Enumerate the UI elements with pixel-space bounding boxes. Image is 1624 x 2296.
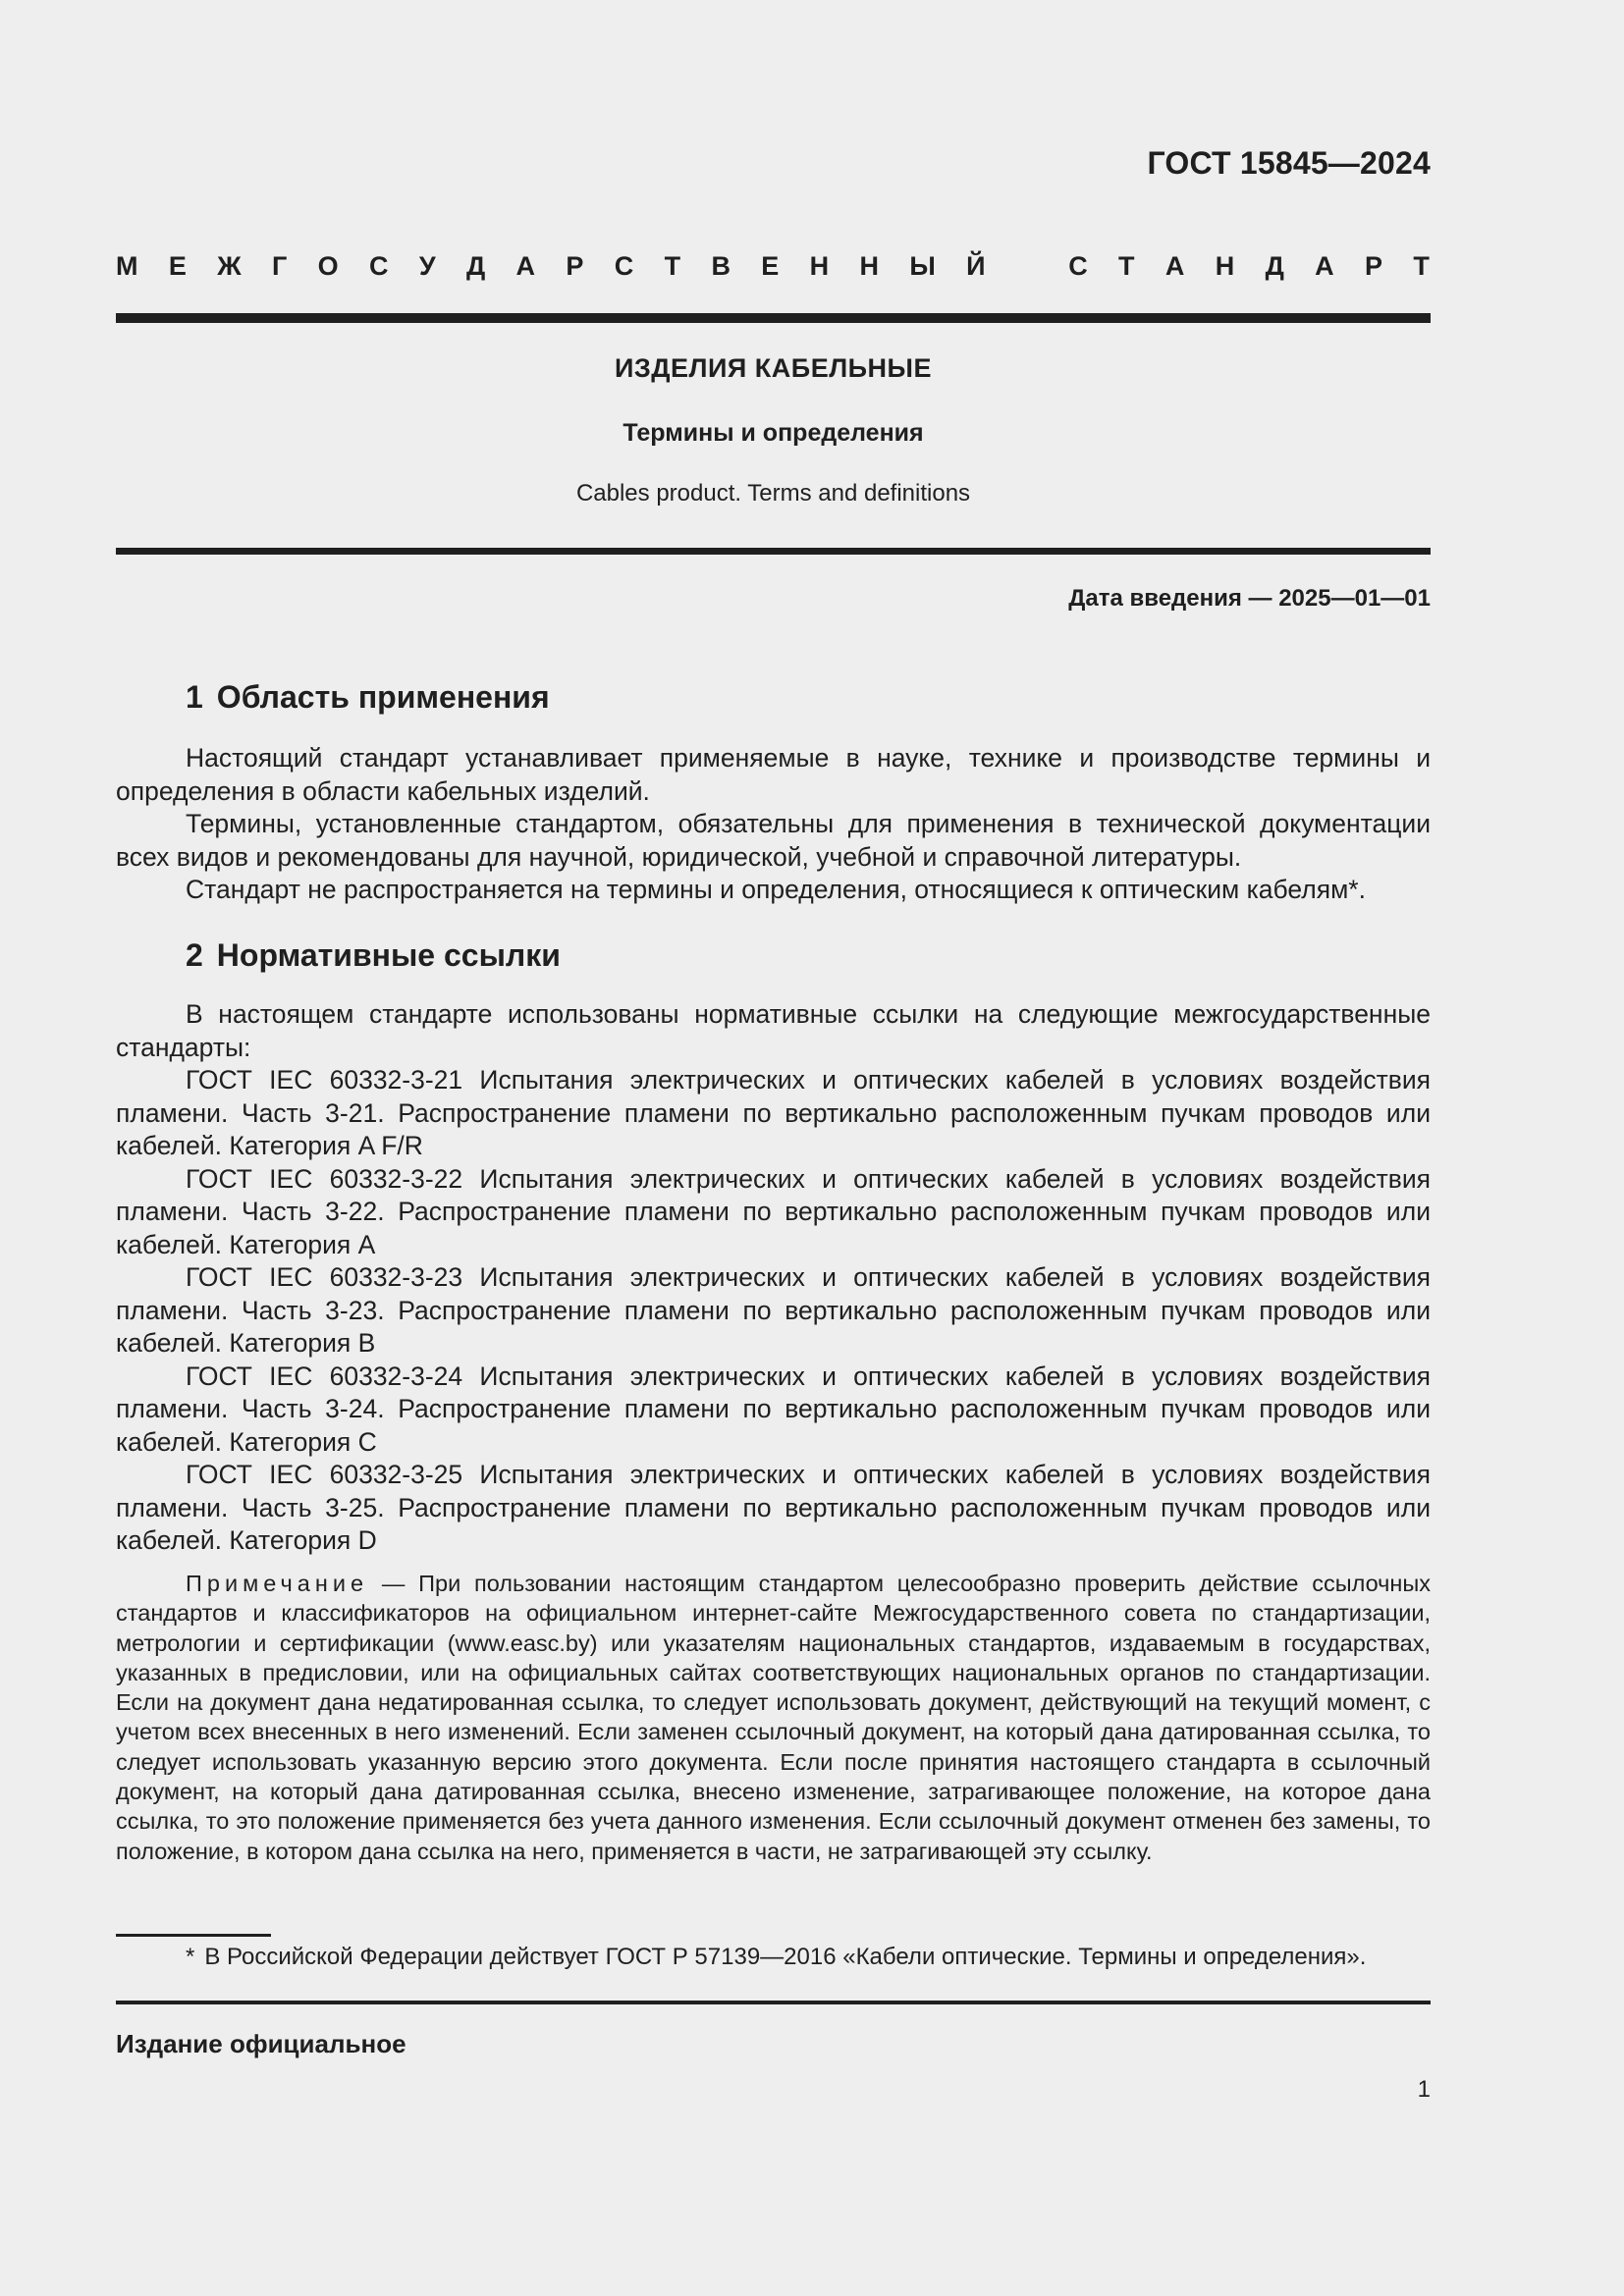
reference-item: ГОСТ IEC 60332-3-22 Испытания электрических и оптических кабелей в условиях воздействия пламени. Часть 3-22. Распространение пламени по вертикально расположенным пучкам проводов или кабелей. Категория A xyxy=(116,1163,1431,1259)
document-number: ГОСТ 15845—2024 xyxy=(1147,145,1431,181)
reference-item: ГОСТ IEC 60332-3-24 Испытания электрических и оптических кабелей в условиях воздействия пламени. Часть 3-24. Распространение пламени по вертикально расположенным пучкам проводов или кабелей. Категория C xyxy=(116,1361,1431,1457)
banner-letter: С xyxy=(614,251,634,281)
footnote-text: В Российской Федерации действует ГОСТ Р 57139—2016 «Кабели оптические. Термины и определения». xyxy=(204,1944,1367,1970)
page-number: 1 xyxy=(1417,2076,1431,2103)
banner-letter: С xyxy=(368,251,389,281)
banner-letter: М xyxy=(116,251,138,281)
section-1-heading xyxy=(186,679,550,716)
banner-letter: Д xyxy=(1265,251,1284,281)
reference-item: ГОСТ IEC 60332-3-25 Испытания электрических и оптических кабелей в условиях воздействия пламени. Часть 3-25. Распространение пламени по вертикально расположенным пучкам проводов или кабелей. Категория D xyxy=(116,1460,1431,1555)
section-1-number: 1 xyxy=(186,679,203,715)
banner-letter: Ж xyxy=(217,251,242,281)
footnote-rule xyxy=(116,1934,271,1937)
document-title: ИЗДЕЛИЯ КАБЕЛЬНЫЕ xyxy=(614,353,932,383)
paragraph: Настоящий стандарт устанавливает применяемые в науке, технике и производстве термины и определения в области кабельных изделий. xyxy=(116,743,1431,806)
section-2-heading xyxy=(186,937,561,974)
interstate-standard-banner xyxy=(116,251,1430,282)
banner-letter: Ы xyxy=(909,251,936,281)
banner-letter: Т xyxy=(1118,251,1135,281)
banner-letter: В xyxy=(711,251,731,281)
paragraph: Термины, установленные стандартом, обязательны для применения в технической документации всех видов и рекомендованы для научной, юридической, учебной и справочной литературы. xyxy=(116,809,1431,872)
paragraph: В настоящем стандарте использованы нормативные ссылки на следующие межгосударственные стандарты: xyxy=(116,999,1431,1062)
reference-item: ГОСТ IEC 60332-3-23 Испытания электрических и оптических кабелей в условиях воздействия пламени. Часть 3-23. Распространение пламени по вертикально расположенным пучкам проводов или кабелей. Категория B xyxy=(116,1262,1431,1358)
banner-letter: С xyxy=(1068,251,1088,281)
section-2-title: Нормативные ссылки xyxy=(216,937,561,973)
note-label: Примечание xyxy=(186,1571,369,1596)
title-rule xyxy=(116,548,1431,555)
reference-item: ГОСТ IEC 60332-3-21 Испытания электрических и оптических кабелей в условиях воздействия пламени. Часть 3-21. Распространение пламени по вертикально расположенным пучкам проводов или кабелей. Категория A F/R xyxy=(116,1065,1431,1160)
banner-letter: У xyxy=(418,251,436,281)
banner-letter: Н xyxy=(809,251,830,281)
banner-letter: Т xyxy=(1413,251,1430,281)
document-subtitle: Термины и определения xyxy=(623,419,924,447)
banner-letter: О xyxy=(317,251,339,281)
footnote xyxy=(186,1944,1366,1971)
banner-letter: Н xyxy=(1215,251,1235,281)
footer-rule xyxy=(116,2001,1431,2004)
banner-letter: Н xyxy=(859,251,879,281)
banner-letter: Д xyxy=(465,251,486,281)
section-1-title: Область применения xyxy=(216,679,550,715)
banner-letter: Е xyxy=(761,251,780,281)
banner-word-gap xyxy=(1016,251,1038,282)
banner-letter: А xyxy=(1164,251,1185,281)
banner-letter: Р xyxy=(1365,251,1383,281)
footnote-mark: * xyxy=(186,1944,195,1970)
note xyxy=(116,1569,1431,1866)
note-text: — При пользовании настоящим стандартом целесообразно проверить действие ссылочных стандартов и классификаторов на официальном интернет-сайте Межгосударственного совета по стандартизации, метрологии и сертификации (www.easc.by) или указателям национальных стандартов, издаваемым в государствах, указанных в предисловии, или на официальных сайтах соответствующих национальных органов по стандартизации. Если на документ дана недатированная ссылка, то следует использовать документ, действующий на текущий момент, с учетом всех внесенных в него изменений. Если заменен ссылочный документ, на который дана датированная ссылка, то следует использовать указанную версию этого документа. Если после принятия настоящего стандарта в ссылочный документ, на который дана датированная ссылка, внесено изменение, затрагивающее положение, на которое дана ссылка, то это положение применяется без учета данного изменения. Если ссылочный документ отменен без замены, то положение, в котором дана ссылка на него, применяется в части, не затрагивающей эту ссылку. xyxy=(116,1571,1431,1864)
banner-letter: Й xyxy=(966,251,986,281)
banner-letter: Т xyxy=(664,251,681,281)
banner-letter: Р xyxy=(566,251,584,281)
banner-letter: А xyxy=(1315,251,1334,281)
banner-letter: Г xyxy=(271,251,288,281)
introduction-date: Дата введения — 2025—01—01 xyxy=(1068,585,1431,612)
english-title: Cables product. Terms and definitions xyxy=(575,480,971,507)
banner-letter: А xyxy=(515,251,536,281)
edition-label: Издание официальное xyxy=(116,2029,406,2058)
section-2-number: 2 xyxy=(186,937,203,973)
section-2-body xyxy=(116,998,1431,1558)
banner-letter: Е xyxy=(168,251,187,281)
section-1-body xyxy=(116,742,1431,907)
top-rule xyxy=(116,313,1431,323)
paragraph: Стандарт не распространяется на термины и определения, относящиеся к оптическим кабелям*. xyxy=(186,875,1366,904)
